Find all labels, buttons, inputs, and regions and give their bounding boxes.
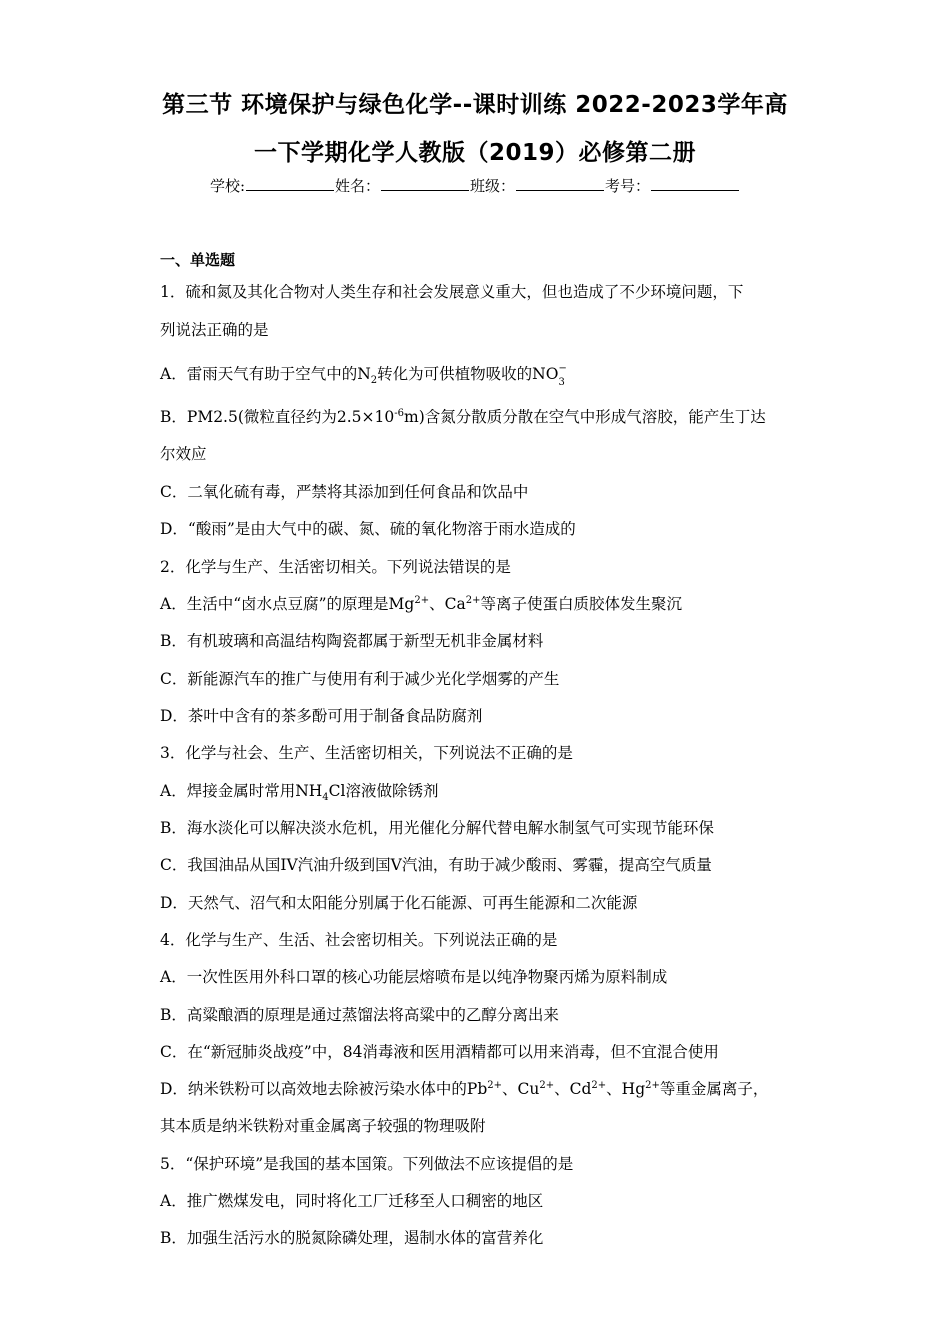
class-blank[interactable] bbox=[516, 176, 604, 191]
q3-stem: 3．化学与社会、生产、生活密切相关，下列说法不正确的是 bbox=[160, 744, 573, 762]
q5-option-b: B．加强生活污水的脱氮除磷处理，遏制水体的富营养化 bbox=[160, 1229, 544, 1247]
title-line-1: 第三节 环境保护与绿色化学--课时训练 2022-2023学年高 bbox=[162, 92, 788, 118]
q1-option-d: D．“酸雨”是由大气中的碳、氮、硫的氧化物溶于雨水造成的 bbox=[160, 520, 576, 538]
title-line-2: 一下学期化学人教版（2019）必修第二册 bbox=[253, 140, 696, 166]
q3-option-b: B．海水淡化可以解决淡水危机，用光催化分解代替电解水制氢气可实现节能环保 bbox=[160, 819, 714, 837]
q2-option-a: A．生活中“卤水点豆腐”的原理是$Mg^{2+}$、$Ca^{2+}$等离子使蛋白质胶体发生聚沉 bbox=[160, 594, 682, 613]
q1-option-a: A．雷雨天气有助于空气中的$N_2$转化为可供植物吸收的NO − 3 bbox=[160, 363, 567, 388]
q2-option-b: B．有机玻璃和高温结构陶瓷都属于新型无机非金属材料 bbox=[160, 632, 544, 650]
class-label: 班级： bbox=[470, 177, 516, 195]
exam-no-label: 考号： bbox=[605, 177, 651, 195]
q2-option-c: C．新能源汽车的推广与使用有利于减少光化学烟雾的产生 bbox=[160, 670, 560, 688]
q2-option-d: D．茶叶中含有的茶多酚可用于制备食品防腐剂 bbox=[160, 707, 483, 725]
q1-option-b-line-2: 尔效应 bbox=[160, 445, 207, 463]
section-heading: 一、单选题 bbox=[160, 251, 236, 269]
q1-option-c: C．二氧化硫有毒，严禁将其添加到任何食品和饮品中 bbox=[160, 483, 529, 501]
q5-option-a: A．推广燃煤发电，同时将化工厂迁移至人口稠密的地区 bbox=[160, 1192, 544, 1210]
student-info-row bbox=[0, 175, 950, 196]
q3-option-a: A．焊接金属时常用$NH_4Cl$溶液做除锈剂 bbox=[160, 782, 439, 804]
name-blank[interactable] bbox=[381, 176, 469, 191]
school-label: 学校: bbox=[209, 177, 245, 195]
q3-option-d: D．天然气、沼气和太阳能分别属于化石能源、可再生能源和二次能源 bbox=[160, 894, 638, 912]
q4-option-d-line-1: D．纳米铁粉可以高效地去除被污染水体中的$Pb^{2+}$、$Cu^{2+}$、$Cd^{2+}$、$Hg^{2+}$等重金属离子， bbox=[160, 1079, 769, 1098]
q1-stem-line-1: 1．硫和氮及其化合物对人类生存和社会发展意义重大，但也造成了不少环境问题，下 bbox=[160, 283, 744, 301]
q4-option-b: B．高粱酿酒的原理是通过蒸馏法将高粱中的乙醇分离出来 bbox=[160, 1006, 559, 1024]
q4-option-c: C．在“新冠肺炎战疫”中，84消毒液和医用酒精都可以用来消毒，但不宜混合使用 bbox=[160, 1043, 719, 1061]
q1-option-b-line-1: B．PM2.5(微粒直径约为$2.5\times 10^{-6}m$)含氮分散质分散在空气中形成气溶胶，能产生丁达 bbox=[160, 407, 766, 426]
q4-stem: 4．化学与生产、生活、社会密切相关。下列说法正确的是 bbox=[160, 931, 558, 949]
q5-stem: 5．“保护环境”是我国的基本国策。下列做法不应该提倡的是 bbox=[160, 1155, 574, 1173]
school-blank[interactable] bbox=[246, 176, 334, 191]
q2-stem: 2．化学与生产、生活密切相关。下列说法错误的是 bbox=[160, 558, 511, 576]
q1-stem-line-2: 列说法正确的是 bbox=[160, 321, 269, 339]
q3-option-c: C．我国油品从国IV汽油升级到国V汽油，有助于减少酸雨、雾霾，提高空气质量 bbox=[160, 856, 712, 874]
q4-option-a: A．一次性医用外科口罩的核心功能层熔喷布是以纯净物聚丙烯为原料制成 bbox=[160, 968, 668, 986]
q4-option-d-line-2: 其本质是纳米铁粉对重金属离子较强的物理吸附 bbox=[160, 1117, 486, 1135]
exam-no-blank[interactable] bbox=[651, 176, 739, 191]
name-label: 姓名： bbox=[335, 177, 381, 195]
